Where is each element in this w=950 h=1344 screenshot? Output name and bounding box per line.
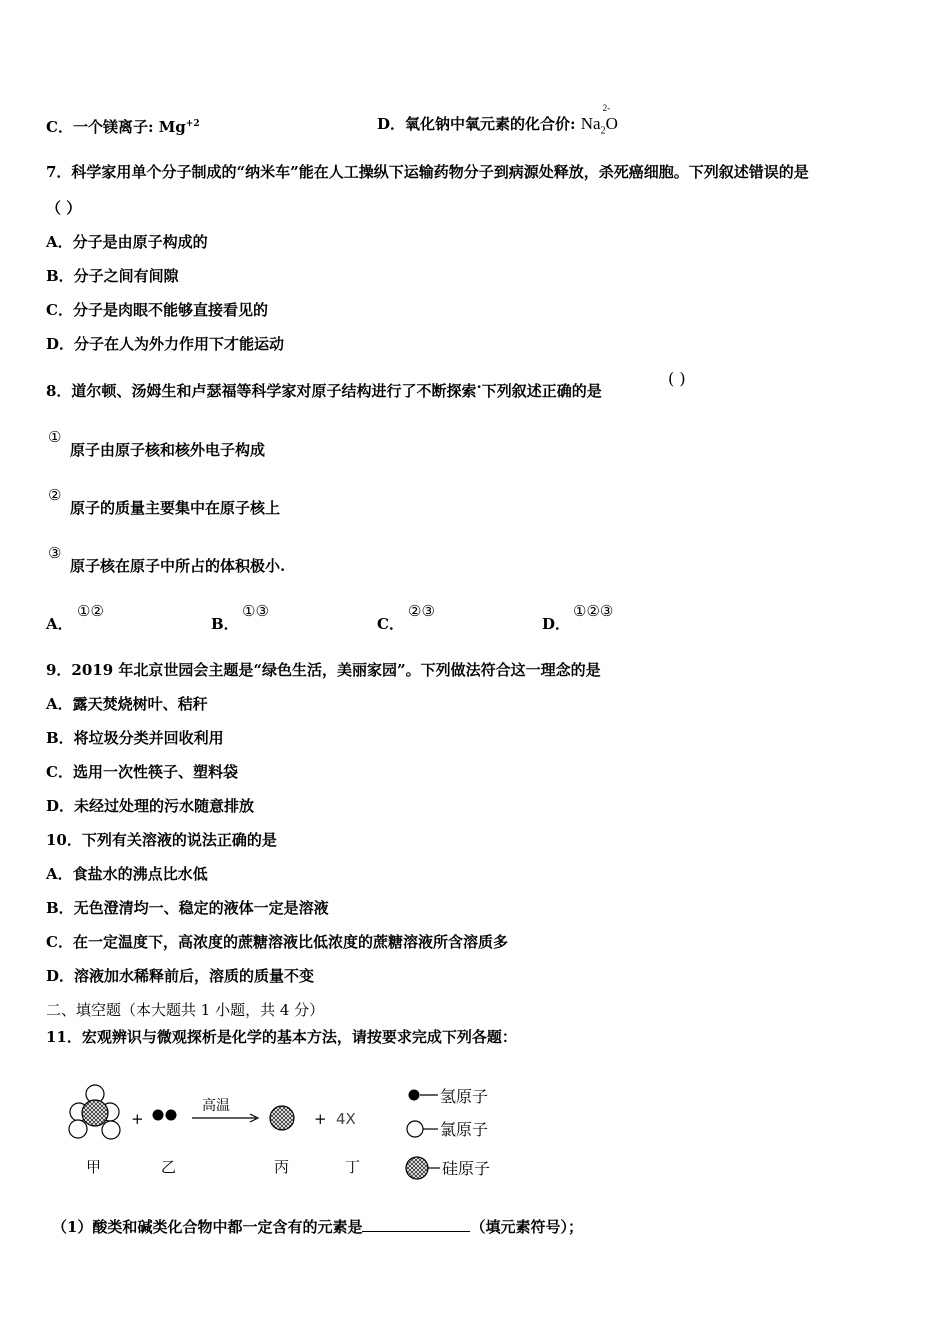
legend-hydrogen [409,1087,489,1106]
q8-option-a-marks: ①② [77,602,104,620]
q10-option-c: C．在一定温度下，高浓度的蔗糖溶液比低浓度的蔗糖溶液所含溶质多 [46,933,508,951]
q7-stem: 7．科学家用单个分子制成的“纳米车”能在人工操纵下运输药物分子到病源处释放，杀死癌细胞。下列叙述错误的是 [46,163,809,181]
q8-statement-1-mark: ① [48,428,62,446]
q11-sub1-prefix: （1）酸类和碱类化合物中都一定含有的元素是 [52,1218,363,1236]
formula-sub: 2 [600,125,606,137]
legend-chlorine-label: 氯原子 [440,1120,489,1139]
q8-statement-2-mark: ② [48,486,62,504]
legend-chlorine [407,1120,488,1139]
molecule-bing [270,1106,294,1130]
legend-hydrogen-label: 氢原子 [440,1087,489,1106]
label-bing: 丙 [274,1158,290,1176]
q9-option-b: B．将垃圾分类并回收利用 [46,729,224,747]
q10-stem: 10．下列有关溶液的说法正确的是 [46,831,277,849]
q11-sub1 [52,1217,583,1237]
formula-o: O [605,114,618,133]
q9-stem: 9．2019 年北京世园会主题是“绿色生活，美丽家园”。下列做法符合这一理念的是 [46,661,601,679]
q7-option-b: B．分子之间有间隙 [46,267,179,285]
q8-stem-text: 8．道尔顿、汤姆生和卢瑟福等科学家对原子结构进行了不断探索 [46,382,477,400]
q8-option-c-letter: C． [377,615,404,633]
q11-stem: 11．宏观辨识与微观探析是化学的基本方法，请按要求完成下列各题： [46,1028,517,1046]
q8-option-b-marks: ①③ [242,602,269,620]
q8-option-c-marks: ②③ [408,602,435,620]
q10-option-b: B．无色澄清均一、稳定的液体一定是溶液 [46,899,329,917]
q9-option-d: D．未经过处理的污水随意排放 [46,797,255,815]
q8-option-a-letter: A． [46,615,73,633]
q7-answer-paren: （ ） [46,199,82,217]
molecule-jia [69,1085,120,1139]
q8-option-b-letter: B． [211,615,239,633]
section-2-title: 二、填空题（本大题共 1 小题，共 4 分） [46,1001,325,1019]
q6-option-d-formula [580,103,618,137]
q6-option-d [377,103,618,141]
q6-option-d-text: D．氧化钠中氧元素的化合价: [377,115,576,133]
legend-silicon-label: 硅原子 [442,1159,491,1178]
reaction-diagram [60,1080,580,1200]
product-4x: 4X [336,1110,356,1128]
q8-option-d-marks: ①②③ [573,602,614,620]
q8-stem-tail: 下列叙述正确的是 [481,382,602,400]
q11-sub1-answer-blank[interactable] [362,1217,470,1232]
reaction-arrow [192,1114,258,1122]
q8-statement-1: 原子由原子核和核外电子构成 [70,441,266,459]
q8-statement-3: 原子核在原子中所占的体积极小. [70,557,286,575]
plus-sign-2: + [314,1110,327,1128]
q10-option-d: D．溶液加水稀释前后，溶质的质量不变 [46,967,315,985]
formula-o-wrap [602,103,618,133]
q8-answer-paren: ( ) [668,369,686,388]
q6-option-c [46,114,200,137]
formula-na: Na [580,114,601,133]
q8-stem [46,378,602,401]
q8-stem-dot: · [476,378,482,396]
q7-option-a: A．分子是由原子构成的 [46,233,208,251]
formula-charge: 2- [602,103,611,113]
q11-sub1-suffix: （填元素符号）； [470,1218,583,1236]
q8-statement-2: 原子的质量主要集中在原子核上 [70,499,281,517]
label-ding: 丁 [345,1158,361,1176]
plus-sign-1: + [131,1110,144,1128]
q9-option-c: C．选用一次性筷子、塑料袋 [46,763,238,781]
q6-option-c-text: C．一个镁离子: Mg [46,118,186,136]
molecule-yi [153,1110,177,1121]
q8-option-d-letter: D． [542,615,571,633]
q7-option-d: D．分子在人为外力作用下才能运动 [46,335,285,353]
q8-statement-3-mark: ③ [48,544,62,562]
legend-silicon [406,1157,490,1179]
label-yi: 乙 [161,1158,177,1176]
q10-option-a: A．食盐水的沸点比水低 [46,865,208,883]
q7-option-c: C．分子是肉眼不能够直接看见的 [46,301,268,319]
label-jia: 甲 [86,1158,102,1176]
q6-option-c-charge: +2 [185,119,200,129]
q9-option-a: A．露天焚烧树叶、秸秆 [46,695,208,713]
reaction-condition: 高温 [202,1098,230,1114]
